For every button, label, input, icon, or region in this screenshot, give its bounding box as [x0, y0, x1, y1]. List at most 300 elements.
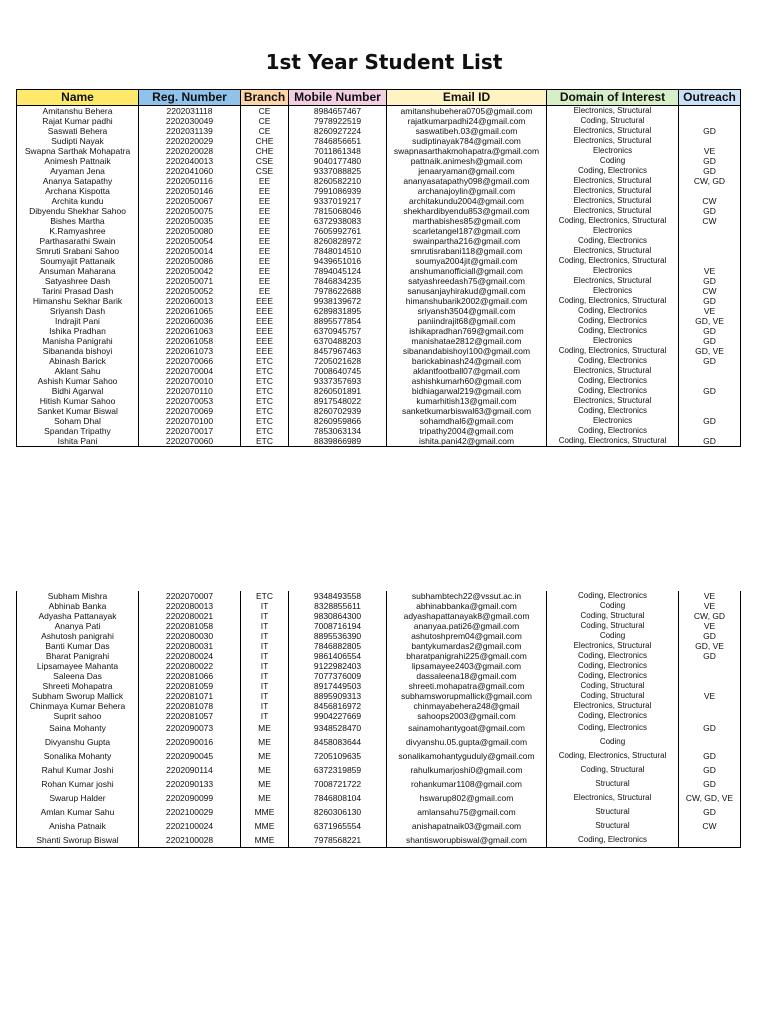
cell-branch: IT — [241, 681, 289, 691]
student-table-bottom — [16, 591, 741, 848]
cell-reg-number: 2202050075 — [139, 206, 241, 216]
cell-outreach — [679, 406, 741, 416]
cell-domain-of-interest: Electronics, Structural — [547, 276, 679, 286]
cell-mobile-number: 7848014510 — [289, 246, 387, 256]
cell-name: Parthasarathi Swain — [17, 236, 139, 246]
cell-reg-number: 2202081057 — [139, 711, 241, 721]
cell-reg-number: 2202070010 — [139, 376, 241, 386]
cell-branch: IT — [241, 651, 289, 661]
cell-branch: EE — [241, 246, 289, 256]
cell-outreach: GD — [679, 763, 741, 777]
cell-outreach — [679, 116, 741, 126]
cell-mobile-number: 7205021628 — [289, 356, 387, 366]
cell-email-id: barickabinash24@gmail.com — [387, 356, 547, 366]
table-row — [17, 206, 741, 216]
cell-domain-of-interest: Coding, Electronics — [547, 306, 679, 316]
cell-mobile-number: 8895536390 — [289, 631, 387, 641]
cell-branch: ETC — [241, 416, 289, 426]
cell-mobile-number: 9861406554 — [289, 651, 387, 661]
cell-mobile-number: 7978922519 — [289, 116, 387, 126]
cell-branch: ETC — [241, 366, 289, 376]
table-row — [17, 386, 741, 396]
cell-branch: IT — [241, 691, 289, 701]
cell-outreach: GD, VE — [679, 316, 741, 326]
table-row — [17, 246, 741, 256]
cell-name: Soumyajit Pattanaik — [17, 256, 139, 266]
cell-name: Suprit sahoo — [17, 711, 139, 721]
cell-domain-of-interest: Coding, Electronics, Structural — [547, 256, 679, 266]
cell-outreach — [679, 136, 741, 146]
cell-domain-of-interest: Coding, Electronics — [547, 236, 679, 246]
cell-name: Saswati Behera — [17, 126, 139, 136]
cell-domain-of-interest: Coding — [547, 735, 679, 749]
cell-reg-number: 2202080013 — [139, 601, 241, 611]
cell-outreach: GD — [679, 296, 741, 306]
cell-email-id: swainpartha216@gmail.com — [387, 236, 547, 246]
cell-name: Archita kundu — [17, 196, 139, 206]
cell-reg-number: 2202070017 — [139, 426, 241, 436]
cell-reg-number: 2202070004 — [139, 366, 241, 376]
cell-branch: EE — [241, 176, 289, 186]
cell-domain-of-interest: Structural — [547, 805, 679, 819]
cell-domain-of-interest: Coding, Electronics, Structural — [547, 216, 679, 226]
header-branch: Branch — [241, 90, 289, 106]
cell-reg-number: 2202081066 — [139, 671, 241, 681]
table-row — [17, 256, 741, 266]
header-outreach: Outreach — [679, 90, 741, 106]
cell-domain-of-interest: Electronics, Structural — [547, 246, 679, 256]
cell-reg-number: 2202050035 — [139, 216, 241, 226]
table-row — [17, 701, 741, 711]
cell-name: Bishes Martha — [17, 216, 139, 226]
cell-mobile-number: 8917548022 — [289, 396, 387, 406]
cell-outreach: CW — [679, 819, 741, 833]
cell-mobile-number: 9348528470 — [289, 721, 387, 735]
cell-domain-of-interest: Electronics — [547, 266, 679, 276]
cell-branch: IT — [241, 611, 289, 621]
cell-reg-number: 2202061065 — [139, 306, 241, 316]
cell-domain-of-interest: Coding, Electronics — [547, 316, 679, 326]
cell-email-id: adyashapattanayak8@gmail.com — [387, 611, 547, 621]
cell-name: Archana Kispotta — [17, 186, 139, 196]
cell-mobile-number: 8458083644 — [289, 735, 387, 749]
cell-domain-of-interest: Electronics, Structural — [547, 791, 679, 805]
cell-branch: CSE — [241, 156, 289, 166]
cell-email-id: ananyaa.pati26@gmail.com — [387, 621, 547, 631]
cell-domain-of-interest: Coding, Structural — [547, 611, 679, 621]
cell-domain-of-interest: Coding — [547, 601, 679, 611]
cell-email-id: lipsamayee2403@gmail.com — [387, 661, 547, 671]
cell-mobile-number: 7853063134 — [289, 426, 387, 436]
cell-branch: IT — [241, 641, 289, 651]
cell-reg-number: 2202061063 — [139, 326, 241, 336]
cell-email-id: ashutoshprem04@gmail.com — [387, 631, 547, 641]
cell-domain-of-interest: Coding, Electronics — [547, 721, 679, 735]
cell-name: Ashutosh panigrahi — [17, 631, 139, 641]
cell-mobile-number: 7846808104 — [289, 791, 387, 805]
cell-domain-of-interest: Coding, Structural — [547, 621, 679, 631]
cell-mobile-number: 7205109635 — [289, 749, 387, 763]
cell-email-id: marthabishes85@gmail.com — [387, 216, 547, 226]
cell-outreach — [679, 661, 741, 671]
cell-outreach — [679, 681, 741, 691]
cell-email-id: sibanandabishoyi100@gmail.com — [387, 346, 547, 356]
cell-reg-number: 2202080022 — [139, 661, 241, 671]
cell-mobile-number: 7978622688 — [289, 286, 387, 296]
cell-mobile-number: 8917449503 — [289, 681, 387, 691]
cell-reg-number: 2202060013 — [139, 296, 241, 306]
table-row — [17, 819, 741, 833]
cell-branch: EEE — [241, 346, 289, 356]
cell-email-id: amitanshubehera0705@gmail.com — [387, 106, 547, 117]
cell-name: Swapna Sarthak Mohapatra — [17, 146, 139, 156]
cell-reg-number: 2202031139 — [139, 126, 241, 136]
cell-outreach: VE — [679, 306, 741, 316]
cell-branch: EE — [241, 226, 289, 236]
cell-name: Saina Mohanty — [17, 721, 139, 735]
cell-outreach: VE — [679, 266, 741, 276]
cell-reg-number: 2202080024 — [139, 651, 241, 661]
cell-outreach: GD — [679, 166, 741, 176]
cell-branch: CSE — [241, 166, 289, 176]
cell-branch: CHE — [241, 146, 289, 156]
cell-reg-number: 2202050071 — [139, 276, 241, 286]
cell-mobile-number: 7815068046 — [289, 206, 387, 216]
cell-domain-of-interest: Coding, Electronics — [547, 376, 679, 386]
cell-outreach: GD — [679, 805, 741, 819]
cell-outreach: GD — [679, 126, 741, 136]
table-row — [17, 833, 741, 848]
cell-email-id: chinmayabehera248@gmail — [387, 701, 547, 711]
cell-name: Shreeti Mohapatra — [17, 681, 139, 691]
cell-reg-number: 2202050116 — [139, 176, 241, 186]
cell-mobile-number: 7846834235 — [289, 276, 387, 286]
table-row — [17, 156, 741, 166]
cell-reg-number: 2202070100 — [139, 416, 241, 426]
cell-reg-number: 2202070007 — [139, 591, 241, 601]
cell-domain-of-interest: Structural — [547, 777, 679, 791]
cell-name: Sanket Kumar Biswal — [17, 406, 139, 416]
cell-mobile-number: 7846856651 — [289, 136, 387, 146]
cell-domain-of-interest: Coding, Electronics — [547, 671, 679, 681]
table-row — [17, 591, 741, 601]
cell-branch: EE — [241, 216, 289, 226]
cell-reg-number: 2202100028 — [139, 833, 241, 848]
cell-mobile-number: 6370488203 — [289, 336, 387, 346]
cell-branch: IT — [241, 711, 289, 721]
cell-name: Chinmaya Kumar Behera — [17, 701, 139, 711]
cell-mobile-number: 8839866989 — [289, 436, 387, 447]
cell-name: Sibananda bishoyi — [17, 346, 139, 356]
cell-domain-of-interest: Coding, Electronics, Structural — [547, 296, 679, 306]
cell-reg-number: 2202060036 — [139, 316, 241, 326]
cell-name: Dibyendu Shekhar Sahoo — [17, 206, 139, 216]
cell-email-id: divyanshu.05.gupta@gmail.com — [387, 735, 547, 749]
cell-name: Bidhi Agarwal — [17, 386, 139, 396]
cell-email-id: paniindrajit68@gmail.com — [387, 316, 547, 326]
cell-email-id: soumya2004jit@gmail.com — [387, 256, 547, 266]
cell-outreach: GD — [679, 326, 741, 336]
cell-domain-of-interest: Electronics, Structural — [547, 196, 679, 206]
cell-domain-of-interest: Coding, Electronics — [547, 591, 679, 601]
cell-name: Animesh Pattnaik — [17, 156, 139, 166]
cell-name: Ishika Pradhan — [17, 326, 139, 336]
cell-name: Ashish Kumar Sahoo — [17, 376, 139, 386]
table-row — [17, 735, 741, 749]
cell-outreach — [679, 246, 741, 256]
cell-branch: EE — [241, 186, 289, 196]
cell-domain-of-interest: Coding, Electronics — [547, 356, 679, 366]
header-name: Name — [17, 90, 139, 106]
cell-mobile-number: 8895909313 — [289, 691, 387, 701]
cell-name: Anisha Patnaik — [17, 819, 139, 833]
cell-domain-of-interest: Coding, Electronics, Structural — [547, 436, 679, 447]
cell-branch: EE — [241, 276, 289, 286]
cell-email-id: tripathy2004@gmail.com — [387, 426, 547, 436]
cell-reg-number: 2202041060 — [139, 166, 241, 176]
cell-mobile-number: 7077376009 — [289, 671, 387, 681]
cell-mobile-number: 7008716194 — [289, 621, 387, 631]
table-row — [17, 631, 741, 641]
cell-branch: ME — [241, 721, 289, 735]
cell-outreach — [679, 426, 741, 436]
cell-name: Ananya Satapathy — [17, 176, 139, 186]
page-title: 1st Year Student List — [265, 50, 503, 74]
cell-email-id: subhamsworupmallick@gmail.com — [387, 691, 547, 701]
table-row — [17, 176, 741, 186]
cell-domain-of-interest: Coding, Electronics — [547, 426, 679, 436]
cell-mobile-number: 6372319859 — [289, 763, 387, 777]
cell-reg-number: 2202090045 — [139, 749, 241, 763]
header-email-id: Email ID — [387, 90, 547, 106]
cell-mobile-number: 7008640745 — [289, 366, 387, 376]
cell-email-id: abhinabbanka@gmail.com — [387, 601, 547, 611]
cell-branch: ME — [241, 777, 289, 791]
cell-name: Divyanshu Gupta — [17, 735, 139, 749]
cell-outreach: GD — [679, 651, 741, 661]
cell-outreach: GD — [679, 206, 741, 216]
cell-reg-number: 2202050080 — [139, 226, 241, 236]
cell-mobile-number: 7846882805 — [289, 641, 387, 651]
cell-reg-number: 2202061073 — [139, 346, 241, 356]
table-row — [17, 216, 741, 226]
cell-email-id: smrutisrabani118@gmail.com — [387, 246, 547, 256]
cell-branch: ME — [241, 749, 289, 763]
table-row — [17, 366, 741, 376]
cell-email-id: archanajoylin@gmail.com — [387, 186, 547, 196]
cell-name: Aryaman Jena — [17, 166, 139, 176]
cell-outreach — [679, 833, 741, 848]
cell-outreach — [679, 256, 741, 266]
cell-mobile-number: 8260828972 — [289, 236, 387, 246]
cell-branch: IT — [241, 621, 289, 631]
cell-reg-number: 2202040013 — [139, 156, 241, 166]
cell-reg-number: 2202050052 — [139, 286, 241, 296]
cell-reg-number: 2202020029 — [139, 136, 241, 146]
cell-email-id: sahoops2003@gmail.com — [387, 711, 547, 721]
cell-branch: IT — [241, 601, 289, 611]
cell-outreach — [679, 711, 741, 721]
cell-name: Sudipti Nayak — [17, 136, 139, 146]
cell-name: Tarini Prasad Dash — [17, 286, 139, 296]
cell-name: Ishita Pani — [17, 436, 139, 447]
cell-mobile-number: 8328855611 — [289, 601, 387, 611]
cell-outreach: GD — [679, 416, 741, 426]
cell-branch: ETC — [241, 376, 289, 386]
table-row — [17, 661, 741, 671]
cell-domain-of-interest: Coding, Electronics, Structural — [547, 346, 679, 356]
cell-reg-number: 2202030049 — [139, 116, 241, 126]
cell-mobile-number: 9337088825 — [289, 166, 387, 176]
cell-reg-number: 2202031118 — [139, 106, 241, 117]
cell-reg-number: 2202090073 — [139, 721, 241, 735]
cell-name: Sriyansh Dash — [17, 306, 139, 316]
cell-reg-number: 2202061058 — [139, 336, 241, 346]
cell-domain-of-interest: Coding, Electronics — [547, 166, 679, 176]
cell-mobile-number: 8456816972 — [289, 701, 387, 711]
student-table-top — [16, 89, 741, 447]
table-row — [17, 236, 741, 246]
cell-reg-number: 2202081059 — [139, 681, 241, 691]
cell-email-id: aklantfootball07@gmail.com — [387, 366, 547, 376]
cell-reg-number: 2202080031 — [139, 641, 241, 651]
cell-name: Abhinab Banka — [17, 601, 139, 611]
cell-outreach — [679, 396, 741, 406]
cell-branch: ETC — [241, 591, 289, 601]
cell-mobile-number: 7011861348 — [289, 146, 387, 156]
cell-reg-number: 2202090114 — [139, 763, 241, 777]
cell-name: Swarup Halder — [17, 791, 139, 805]
cell-reg-number: 2202050014 — [139, 246, 241, 256]
cell-mobile-number: 7894045124 — [289, 266, 387, 276]
table-row — [17, 721, 741, 735]
cell-mobile-number: 7008721722 — [289, 777, 387, 791]
cell-domain-of-interest: Electronics, Structural — [547, 366, 679, 376]
cell-domain-of-interest: Coding, Electronics — [547, 386, 679, 396]
cell-email-id: dassaleena18@gmail.com — [387, 671, 547, 681]
cell-outreach: CW, GD, VE — [679, 791, 741, 805]
cell-branch: CE — [241, 106, 289, 117]
cell-reg-number: 2202050086 — [139, 256, 241, 266]
cell-email-id: ishita.pani42@gmail.com — [387, 436, 547, 447]
cell-outreach: GD — [679, 721, 741, 735]
cell-mobile-number: 8984657467 — [289, 106, 387, 117]
table-row — [17, 196, 741, 206]
cell-mobile-number: 6289831895 — [289, 306, 387, 316]
cell-name: Hitish Kumar Sahoo — [17, 396, 139, 406]
header-reg-number: Reg. Number — [139, 90, 241, 106]
cell-domain-of-interest: Electronics, Structural — [547, 106, 679, 117]
cell-email-id: sanketkumarbiswal63@gmail.com — [387, 406, 547, 416]
cell-branch: EE — [241, 286, 289, 296]
cell-email-id: hswarup802@gmail.com — [387, 791, 547, 805]
cell-email-id: bidhiagarwal219@gmail.com — [387, 386, 547, 396]
table-row — [17, 601, 741, 611]
cell-domain-of-interest: Electronics, Structural — [547, 176, 679, 186]
cell-domain-of-interest: Electronics, Structural — [547, 186, 679, 196]
cell-reg-number: 2202080021 — [139, 611, 241, 621]
table-row — [17, 777, 741, 791]
cell-domain-of-interest: Electronics — [547, 336, 679, 346]
cell-reg-number: 2202020028 — [139, 146, 241, 156]
table-row — [17, 436, 741, 447]
cell-branch: ETC — [241, 436, 289, 447]
cell-outreach — [679, 671, 741, 681]
cell-email-id: sriyansh3504@gmail.com — [387, 306, 547, 316]
cell-reg-number: 2202050054 — [139, 236, 241, 246]
cell-email-id: anishapatnaik03@gmail.com — [387, 819, 547, 833]
cell-domain-of-interest: Coding, Electronics — [547, 406, 679, 416]
cell-reg-number: 2202050067 — [139, 196, 241, 206]
cell-outreach: GD, VE — [679, 346, 741, 356]
cell-branch: MME — [241, 805, 289, 819]
cell-name: Sonalika Mohanty — [17, 749, 139, 763]
table-row — [17, 641, 741, 651]
cell-name: Rahul Kumar Joshi — [17, 763, 139, 777]
cell-domain-of-interest: Coding, Electronics — [547, 711, 679, 721]
cell-reg-number: 2202090099 — [139, 791, 241, 805]
cell-domain-of-interest: Electronics, Structural — [547, 396, 679, 406]
cell-name: Amlan Kumar Sahu — [17, 805, 139, 819]
header-domain-of-interest: Domain of Interest — [547, 90, 679, 106]
cell-branch: CHE — [241, 136, 289, 146]
cell-branch: ME — [241, 791, 289, 805]
cell-mobile-number: 6372938083 — [289, 216, 387, 226]
cell-branch: ETC — [241, 396, 289, 406]
cell-email-id: subhambtech22@vssut.ac.in — [387, 591, 547, 601]
cell-name: Himanshu Sekhar Barik — [17, 296, 139, 306]
cell-outreach: GD — [679, 436, 741, 447]
cell-outreach: GD, VE — [679, 641, 741, 651]
cell-name: Ananya Pati — [17, 621, 139, 631]
cell-branch: EEE — [241, 316, 289, 326]
cell-outreach: VE — [679, 601, 741, 611]
cell-email-id: manishatae2812@gmail.com — [387, 336, 547, 346]
cell-name: Banti Kumar Das — [17, 641, 139, 651]
cell-mobile-number: 8260959866 — [289, 416, 387, 426]
table-row — [17, 186, 741, 196]
cell-email-id: sonalikamohantyguduly@gmail.com — [387, 749, 547, 763]
cell-domain-of-interest: Electronics, Structural — [547, 206, 679, 216]
cell-domain-of-interest: Coding — [547, 156, 679, 166]
cell-branch: ME — [241, 763, 289, 777]
cell-outreach: VE — [679, 146, 741, 156]
cell-outreach: CW, GD — [679, 176, 741, 186]
cell-email-id: kumarhitish13@gmail.com — [387, 396, 547, 406]
cell-name: Adyasha Pattanayak — [17, 611, 139, 621]
cell-domain-of-interest: Coding, Electronics, Structural — [547, 749, 679, 763]
table-row — [17, 226, 741, 236]
cell-name: Amitanshu Behera — [17, 106, 139, 117]
cell-branch: ETC — [241, 426, 289, 436]
cell-name: Abinash Barick — [17, 356, 139, 366]
cell-email-id: satyashreedash75@gmail.com — [387, 276, 547, 286]
cell-branch: EE — [241, 256, 289, 266]
cell-outreach: GD — [679, 336, 741, 346]
table-row — [17, 621, 741, 631]
table-row — [17, 426, 741, 436]
cell-outreach — [679, 376, 741, 386]
cell-mobile-number: 9938139672 — [289, 296, 387, 306]
cell-email-id: shreeti.mohapatra@gmail.com — [387, 681, 547, 691]
cell-domain-of-interest: Electronics, Structural — [547, 641, 679, 651]
table-row — [17, 306, 741, 316]
cell-domain-of-interest: Coding, Structural — [547, 116, 679, 126]
cell-outreach: GD — [679, 356, 741, 366]
cell-name: Ansuman Maharana — [17, 266, 139, 276]
cell-outreach: GD — [679, 777, 741, 791]
cell-mobile-number: 8260306130 — [289, 805, 387, 819]
